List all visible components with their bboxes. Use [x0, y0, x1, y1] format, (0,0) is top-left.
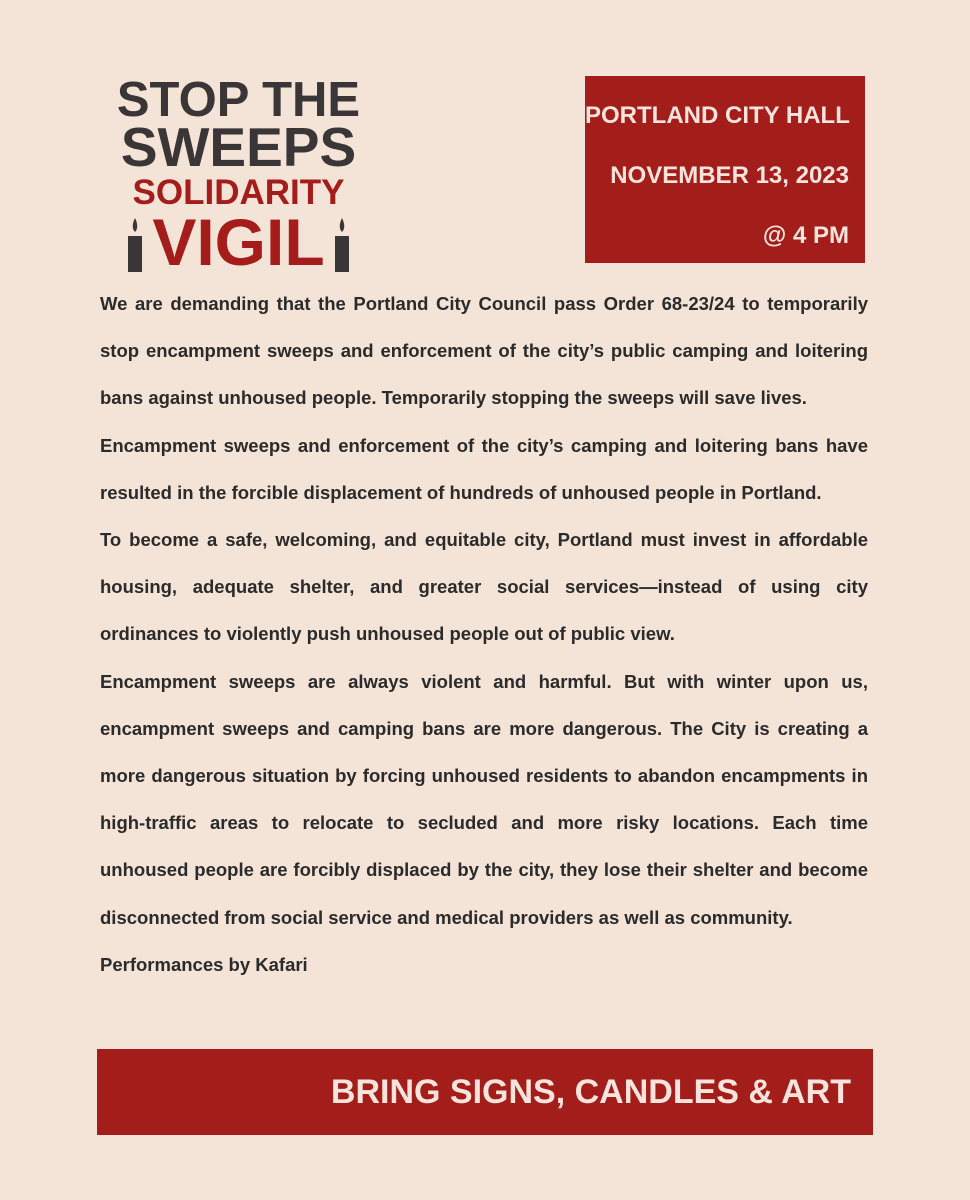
paragraph-winter: Encampment sweeps are always violent and harmful. But with winter upon us, encampment sweeps and camping bans are more dangerous. The City is creating a more dangerous situation by forcing unhoused residents to abandon encampments in high-traffic areas to relocate to secluded and more risky locations. Each time unhoused people are forcibly displaced by the city, they lose their shelter and become disconnected from social service and medical providers as well as community.: [100, 670, 868, 928]
paragraph-invest: To become a safe, welcoming, and equitable city, Portland must invest in affordable housing, adequate shelter, and greater social services—instead of using city ordinances to violently push unhoused people out of public view.: [100, 529, 868, 645]
title-vigil-row: [96, 205, 381, 279]
paragraph-demand: We are demanding that the Portland City Council pass Order 68-23/24 to temporarily stop encampment sweeps and enforcement of the city’s public camping and loitering bans against unhoused people. Temporarily stopping the sweeps will save lives.: [100, 293, 868, 409]
candle-icon: [333, 216, 351, 272]
title-line-solidarity: SOLIDARITY: [132, 173, 345, 212]
candle-icon: [126, 216, 144, 272]
call-to-action-banner: BRING SIGNS, CANDLES & ART: [97, 1049, 873, 1135]
title-line-vigil: VIGIL: [152, 205, 325, 279]
title-line-sweeps: SWEEPS: [120, 116, 357, 178]
event-details-box: [585, 76, 865, 263]
event-date: NOVEMBER 13, 2023: [610, 162, 849, 189]
event-time: @ 4 PM: [762, 222, 849, 249]
body-text: [100, 280, 868, 988]
paragraph-displacement: Encampment sweeps and enforcement of the city’s camping and loitering bans have resulted in the forcible displacement of hundreds of unhoused people in Portland.: [100, 434, 868, 503]
title-line-stop-the: STOP THE: [116, 73, 361, 127]
event-title: [96, 73, 381, 279]
event-location: PORTLAND CITY HALL: [585, 102, 850, 129]
paragraph-performances: Performances by Kafari: [100, 953, 308, 975]
